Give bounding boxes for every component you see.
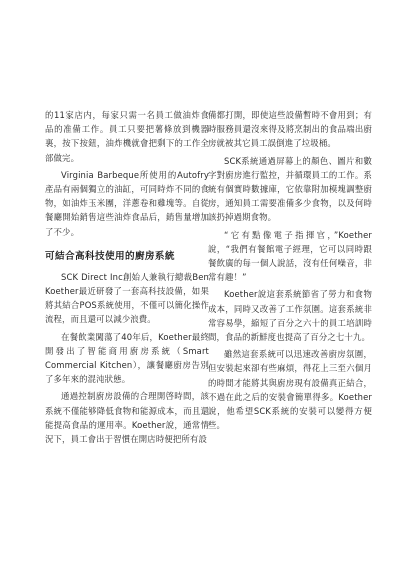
paragraph: Koether說這套系統節省了勞力和食物成本，同時又改善了工作氛圍。這套系統非常容易學，縮短了百分之六十的員工培訓時間，食品的新鮮度也提高了百分之七十九。 (208, 289, 372, 343)
paragraph: 在餐飲業闖蕩了40年后，Koether最終開發出了智能商用廚房系統（Smart Commercial Kitchen），讓餐廳廚房告別了多年來的混沌狀態。 (45, 331, 209, 385)
left-column (45, 108, 209, 446)
paragraph: 通過控制廚房設備的合理開啓時間，該系統不僅能够降低食物和能源成本，而且還能提高食品的運用率。Koether說，通常情況下，員工會出于習慣在開店時便把所有設 (45, 391, 209, 445)
quote-paragraph: “它有點像電子指揮官，”Koether說，“我們有餐館電子經理，它可以同時跟餐飲廣的每一個人說話，沒有任何噪音，非常有趣！” (208, 229, 372, 283)
paragraph: 備都打開，即使這些設備暫時不會用到；有時服務員還沒來得及將烹制出的食品端出廚房就被其它員工誤倒進了垃圾桶。 (208, 110, 372, 149)
right-column (208, 108, 372, 432)
paragraph: SCK Direct Inc創始人兼執行總裁Ben Koether最近研發了一套高科技設備，如果將其結合POS系統使用，不僅可以簡化操作流程，而且還可以減少浪費。 (45, 271, 209, 325)
section-heading: 可結合高科技使用的廚房系統 (45, 250, 175, 262)
paragraph: 的11家店内，每家只需一名員工做油炸食品的准備工作。員工只要把薯條放到機器裏，按下按鈕，油炸機就會把剩下的工作全部做完。 (45, 110, 209, 163)
paragraph: SCK系統通過屏幕上的顏色、圖片和數字對廚房進行監控，并循環員工的工作。系統有個實時數據庫，它依靠附加模塊調整廚房，通知員工需要准備多少食物，以及何時該扔掉過期食物。 (208, 155, 372, 223)
paragraph: 雖然這套系統可以迅速改善廚房氛圍，但安裝起來卻有些麻煩，得花上三至六個月的時間才能將其與廚房現有設備真正結合，不過在此之后的安裝會簡單得多。Koether說，他希望SCK系統的安裝可以變得方便些。 (208, 349, 372, 431)
paragraph: Virginia Barbeque所使用的Autofry產品有兩個獨立的油缸，可同時炸不同的食物，如油炸玉米團，洋蔥卷和雞塊等。自從餐廳開始銷售這些油炸食品后，銷售量增加了不少。 (45, 169, 209, 237)
